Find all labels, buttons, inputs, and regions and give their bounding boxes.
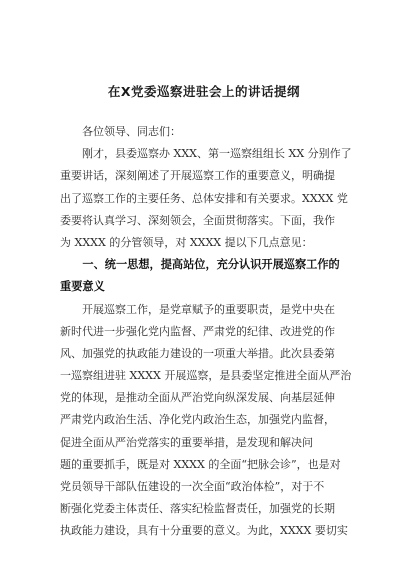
paragraph-line: 执政能力建设，具有十分重要的意义。为此，XXXX 要切实 (60, 524, 348, 538)
paragraph-line: 风、加强党的执政能力建设的一项重大举措。此次县委第 (60, 346, 335, 360)
paragraph-line: 严肃党内政治生活、净化党内政治生态，加强党内监督， (60, 413, 335, 427)
paragraph-line: 委要将认真学习、深刻领会，全面贯彻落实。下面，我作 (60, 213, 335, 227)
paragraph-line: 一巡察组进驻 XXXX 开展巡察，是县委坚定推进全面从严治 (60, 369, 352, 383)
paragraph-line: 刚才，县委巡察办 XXX、第一巡察组组长 XX 分别作了 (60, 147, 352, 161)
paragraph-line: 重要讲话，深刻阐述了开展巡察工作的重要意义，明确提 (60, 169, 335, 183)
section-heading-line: 一、统一思想，提高站位，充分认识开展巡察工作的 (60, 258, 340, 272)
section-heading-line: 重要意义 (60, 280, 105, 294)
paragraph-line: 党员领导干部队伍建设的一次全面“政治体检”，对于不 (60, 480, 325, 493)
salutation-line: 各位领导、同志们： (60, 125, 181, 138)
paragraph-line: 新时代进一步强化党内监督、严肃党的纪律、改进党的作 (60, 324, 335, 338)
paragraph-line: 开展巡察工作，是党章赋予的重要职责，是党中央在 (60, 302, 335, 316)
paragraph-line: 促进全面从严治党落实的重要举措，是发现和解决问 (60, 435, 313, 449)
paragraph-line: 出了巡察工作的主要任务、总体安排和有关要求。XXXX 党 (60, 191, 348, 205)
document-title: 在X党委巡察进驻会上的讲话提纲 (107, 84, 301, 99)
document-body (60, 119, 356, 543)
paragraph-line: 题的重要抓手，既是对 XXXX 的全面“把脉会诊”，也是对 (60, 457, 341, 471)
paragraph-line: 断强化党委主体责任、落实纪检监督责任，加强党的长期 (60, 502, 335, 516)
paragraph-line: 为 XXXX 的分管领导，对 XXXX 提以下几点意见： (60, 235, 313, 249)
paragraph-line: 党的体现，是推动全面从严治党向纵深发展、向基层延伸 (60, 391, 335, 405)
